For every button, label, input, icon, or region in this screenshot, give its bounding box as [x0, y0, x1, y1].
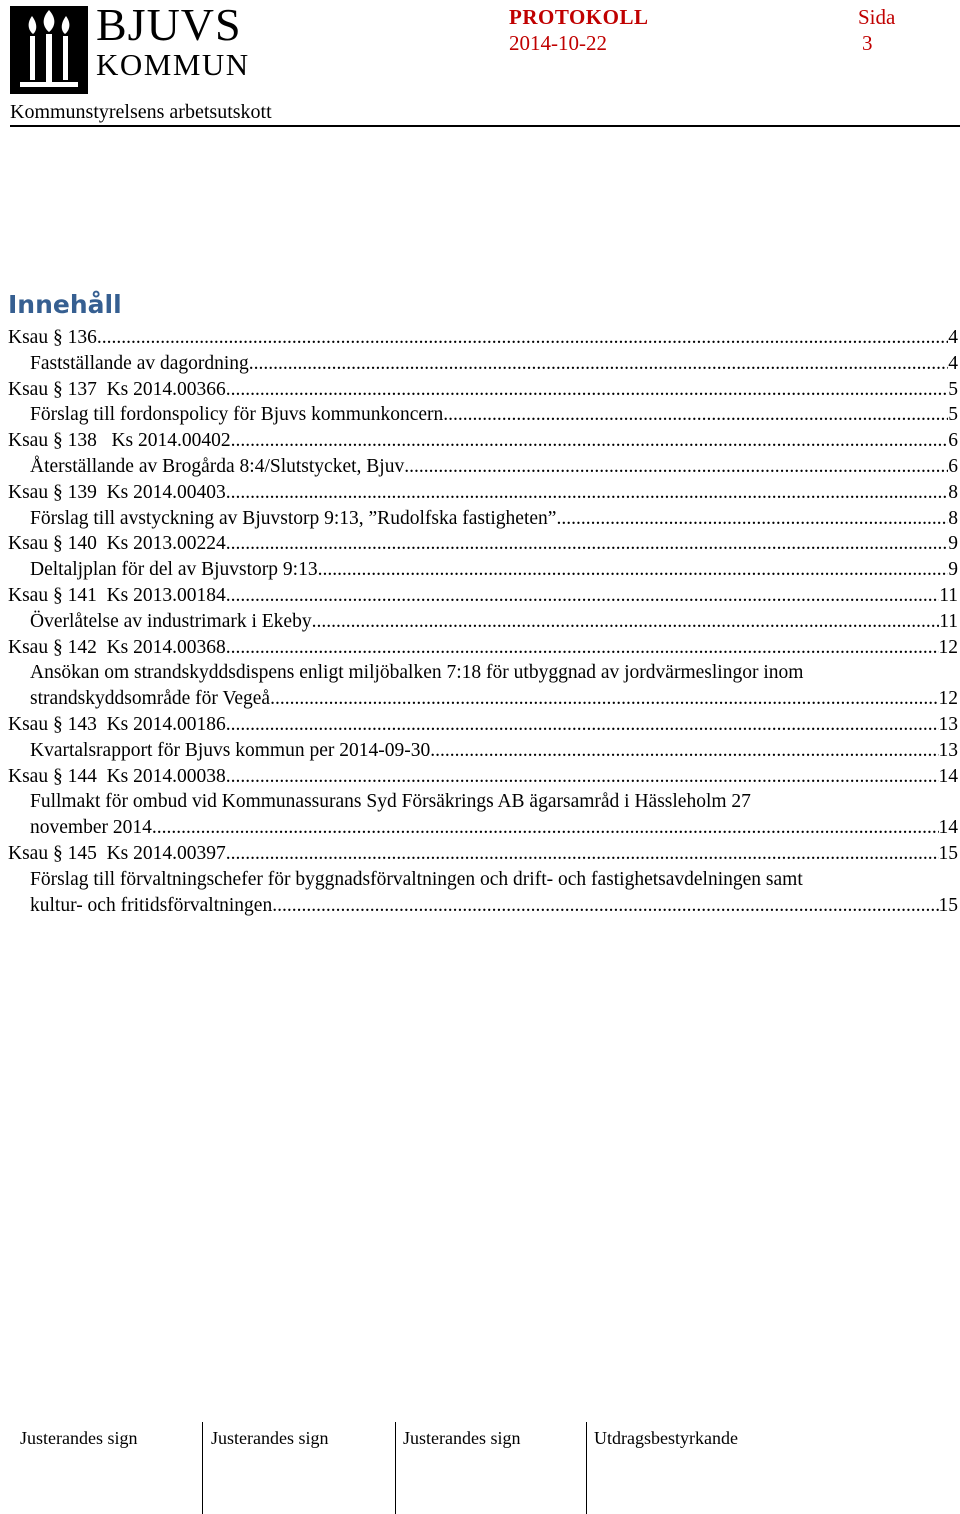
- signature-label: Justerandes sign: [403, 1428, 521, 1448]
- signature-label: Utdragsbestyrkande: [594, 1428, 738, 1448]
- header-divider: [10, 125, 960, 127]
- toc-entry-page: 13: [938, 739, 958, 761]
- toc-entry-text: Ksau § 141 Ks 2013.00184: [8, 584, 226, 606]
- toc-entry[interactable]: [8, 377, 958, 403]
- logo-line1: BJUVS: [96, 0, 242, 50]
- toc-entry-text-line1: Förslag till förvaltningschefer för byggnadsförvaltningen och drift- och fastighetsavdelningen samt: [30, 868, 803, 890]
- toc-entry[interactable]: [8, 609, 958, 635]
- toc-entry-page: 8: [948, 481, 958, 503]
- toc-entry[interactable]: [8, 867, 958, 919]
- signature-divider: [586, 1422, 587, 1514]
- toc-entry-text: kultur- och fritidsförvaltningen: [30, 894, 273, 916]
- toc-entry-text: Överlåtelse av industrimark i Ekeby: [30, 610, 312, 632]
- toc-entry-text: Ksau § 140 Ks 2013.00224: [8, 533, 226, 555]
- toc-entry-page: 15: [938, 842, 958, 864]
- toc-entry-text: Förslag till avstyckning av Bjuvstorp 9:13, ”Rudolfska fastigheten”: [30, 507, 557, 529]
- toc-entry-text: Ksau § 139 Ks 2014.00403: [8, 481, 226, 503]
- toc-entry[interactable]: [8, 635, 958, 661]
- toc-entry-text: Deltaljplan för del av Bjuvstorp 9:13: [30, 559, 318, 581]
- committee-name: Kommunstyrelsens arbetsutskott: [10, 101, 272, 123]
- toc-entry-page: 4: [948, 327, 958, 348]
- toc-entry-text: Kvartalsrapport för Bjuvs kommun per 2014-09-30: [30, 739, 431, 761]
- toc-entry-page: 13: [938, 713, 958, 735]
- logo-line2: KOMMUN: [96, 47, 250, 82]
- toc-entry-page: 14: [938, 817, 958, 839]
- document-date: 2014-10-22: [509, 31, 607, 55]
- toc-entry-page: 14: [938, 765, 958, 787]
- toc-entry-text: Ksau § 136: [8, 327, 97, 348]
- document-type: PROTOKOLL: [509, 5, 649, 29]
- toc-entry[interactable]: [8, 531, 958, 557]
- toc-entry-text: Ksau § 144 Ks 2014.00038: [8, 765, 226, 787]
- toc-entry-text-line1: Ansökan om strandskyddsdispens enligt miljöbalken 7:18 för utbyggnad av jordvärmeslingor inom: [30, 662, 804, 684]
- toc-entry-text: november 2014: [30, 817, 152, 839]
- toc-entry[interactable]: [8, 557, 958, 583]
- toc-entry[interactable]: [8, 764, 958, 790]
- toc-entry-text: Ksau § 137 Ks 2014.00366: [8, 378, 226, 400]
- toc-entry-text: Ksau § 142 Ks 2014.00368: [8, 636, 226, 658]
- signature-footer: [0, 1422, 960, 1514]
- toc-entry[interactable]: [8, 428, 958, 454]
- toc-entry-page: 5: [948, 404, 958, 426]
- toc-entry-page: 6: [948, 455, 958, 477]
- municipality-logo-text: [96, 2, 250, 82]
- toc-entry[interactable]: [8, 454, 958, 480]
- toc-entry[interactable]: [8, 660, 958, 712]
- toc-entry-text: Återställande av Brogårda 8:4/Slutstycket, Bjuv: [30, 455, 405, 477]
- signature-label: Justerandes sign: [20, 1428, 138, 1448]
- toc-entry[interactable]: [8, 402, 958, 428]
- signature-field-3: [403, 1422, 585, 1514]
- bjuv-logo-emblem-icon: [10, 6, 88, 94]
- page-number: 3: [862, 31, 873, 55]
- toc-entry[interactable]: [8, 325, 958, 351]
- signature-divider: [395, 1422, 396, 1514]
- signature-divider: [202, 1422, 203, 1514]
- toc-entry-page: 11: [939, 584, 958, 606]
- toc-entry-page: 11: [939, 610, 958, 632]
- toc-entry[interactable]: [8, 841, 958, 867]
- toc-entry-page: 6: [948, 430, 958, 452]
- toc-entry-text-line1: Fullmakt för ombud vid Kommunassurans Syd Försäkrings AB ägarsamråd i Hässleholm 27: [30, 791, 751, 813]
- toc-entry[interactable]: [8, 351, 958, 377]
- signature-label: Justerandes sign: [211, 1428, 329, 1448]
- toc-entry[interactable]: [8, 738, 958, 764]
- toc-entry-page: 9: [948, 559, 958, 581]
- signature-field-1: [20, 1422, 202, 1514]
- toc-entry-page: 12: [938, 688, 958, 710]
- toc-entry[interactable]: [8, 506, 958, 532]
- page-label: Sida: [858, 5, 896, 29]
- toc-entry-page: 12: [938, 636, 958, 658]
- signature-field-2: [211, 1422, 393, 1514]
- toc-entry-page: 15: [938, 894, 958, 916]
- toc-entry[interactable]: [8, 712, 958, 738]
- toc-entry[interactable]: [8, 583, 958, 609]
- toc-entry-text: Ksau § 138 Ks 2014.00402: [8, 430, 231, 452]
- toc-entry-page: 4: [948, 352, 958, 374]
- toc-entry-text: Ksau § 145 Ks 2014.00397: [8, 842, 226, 864]
- toc-entry-text: Fastställande av dagordning: [30, 352, 249, 374]
- toc-entry-page: 8: [948, 507, 958, 529]
- toc-entry-page: 5: [948, 378, 958, 400]
- toc-entry-text: Ksau § 143 Ks 2014.00186: [8, 713, 226, 735]
- toc-entry-page: 9: [948, 533, 958, 555]
- toc-entry[interactable]: [8, 789, 958, 841]
- table-of-contents: [8, 325, 958, 918]
- toc-entry-text: Förslag till fordonspolicy för Bjuvs kommunkoncern: [30, 404, 444, 426]
- signature-field-4: [594, 1422, 794, 1514]
- toc-entry-text: strandskyddsområde för Vegeå: [30, 688, 271, 710]
- toc-title: Innehåll: [8, 290, 122, 319]
- page-header: [0, 0, 960, 128]
- toc-entry[interactable]: [8, 480, 958, 506]
